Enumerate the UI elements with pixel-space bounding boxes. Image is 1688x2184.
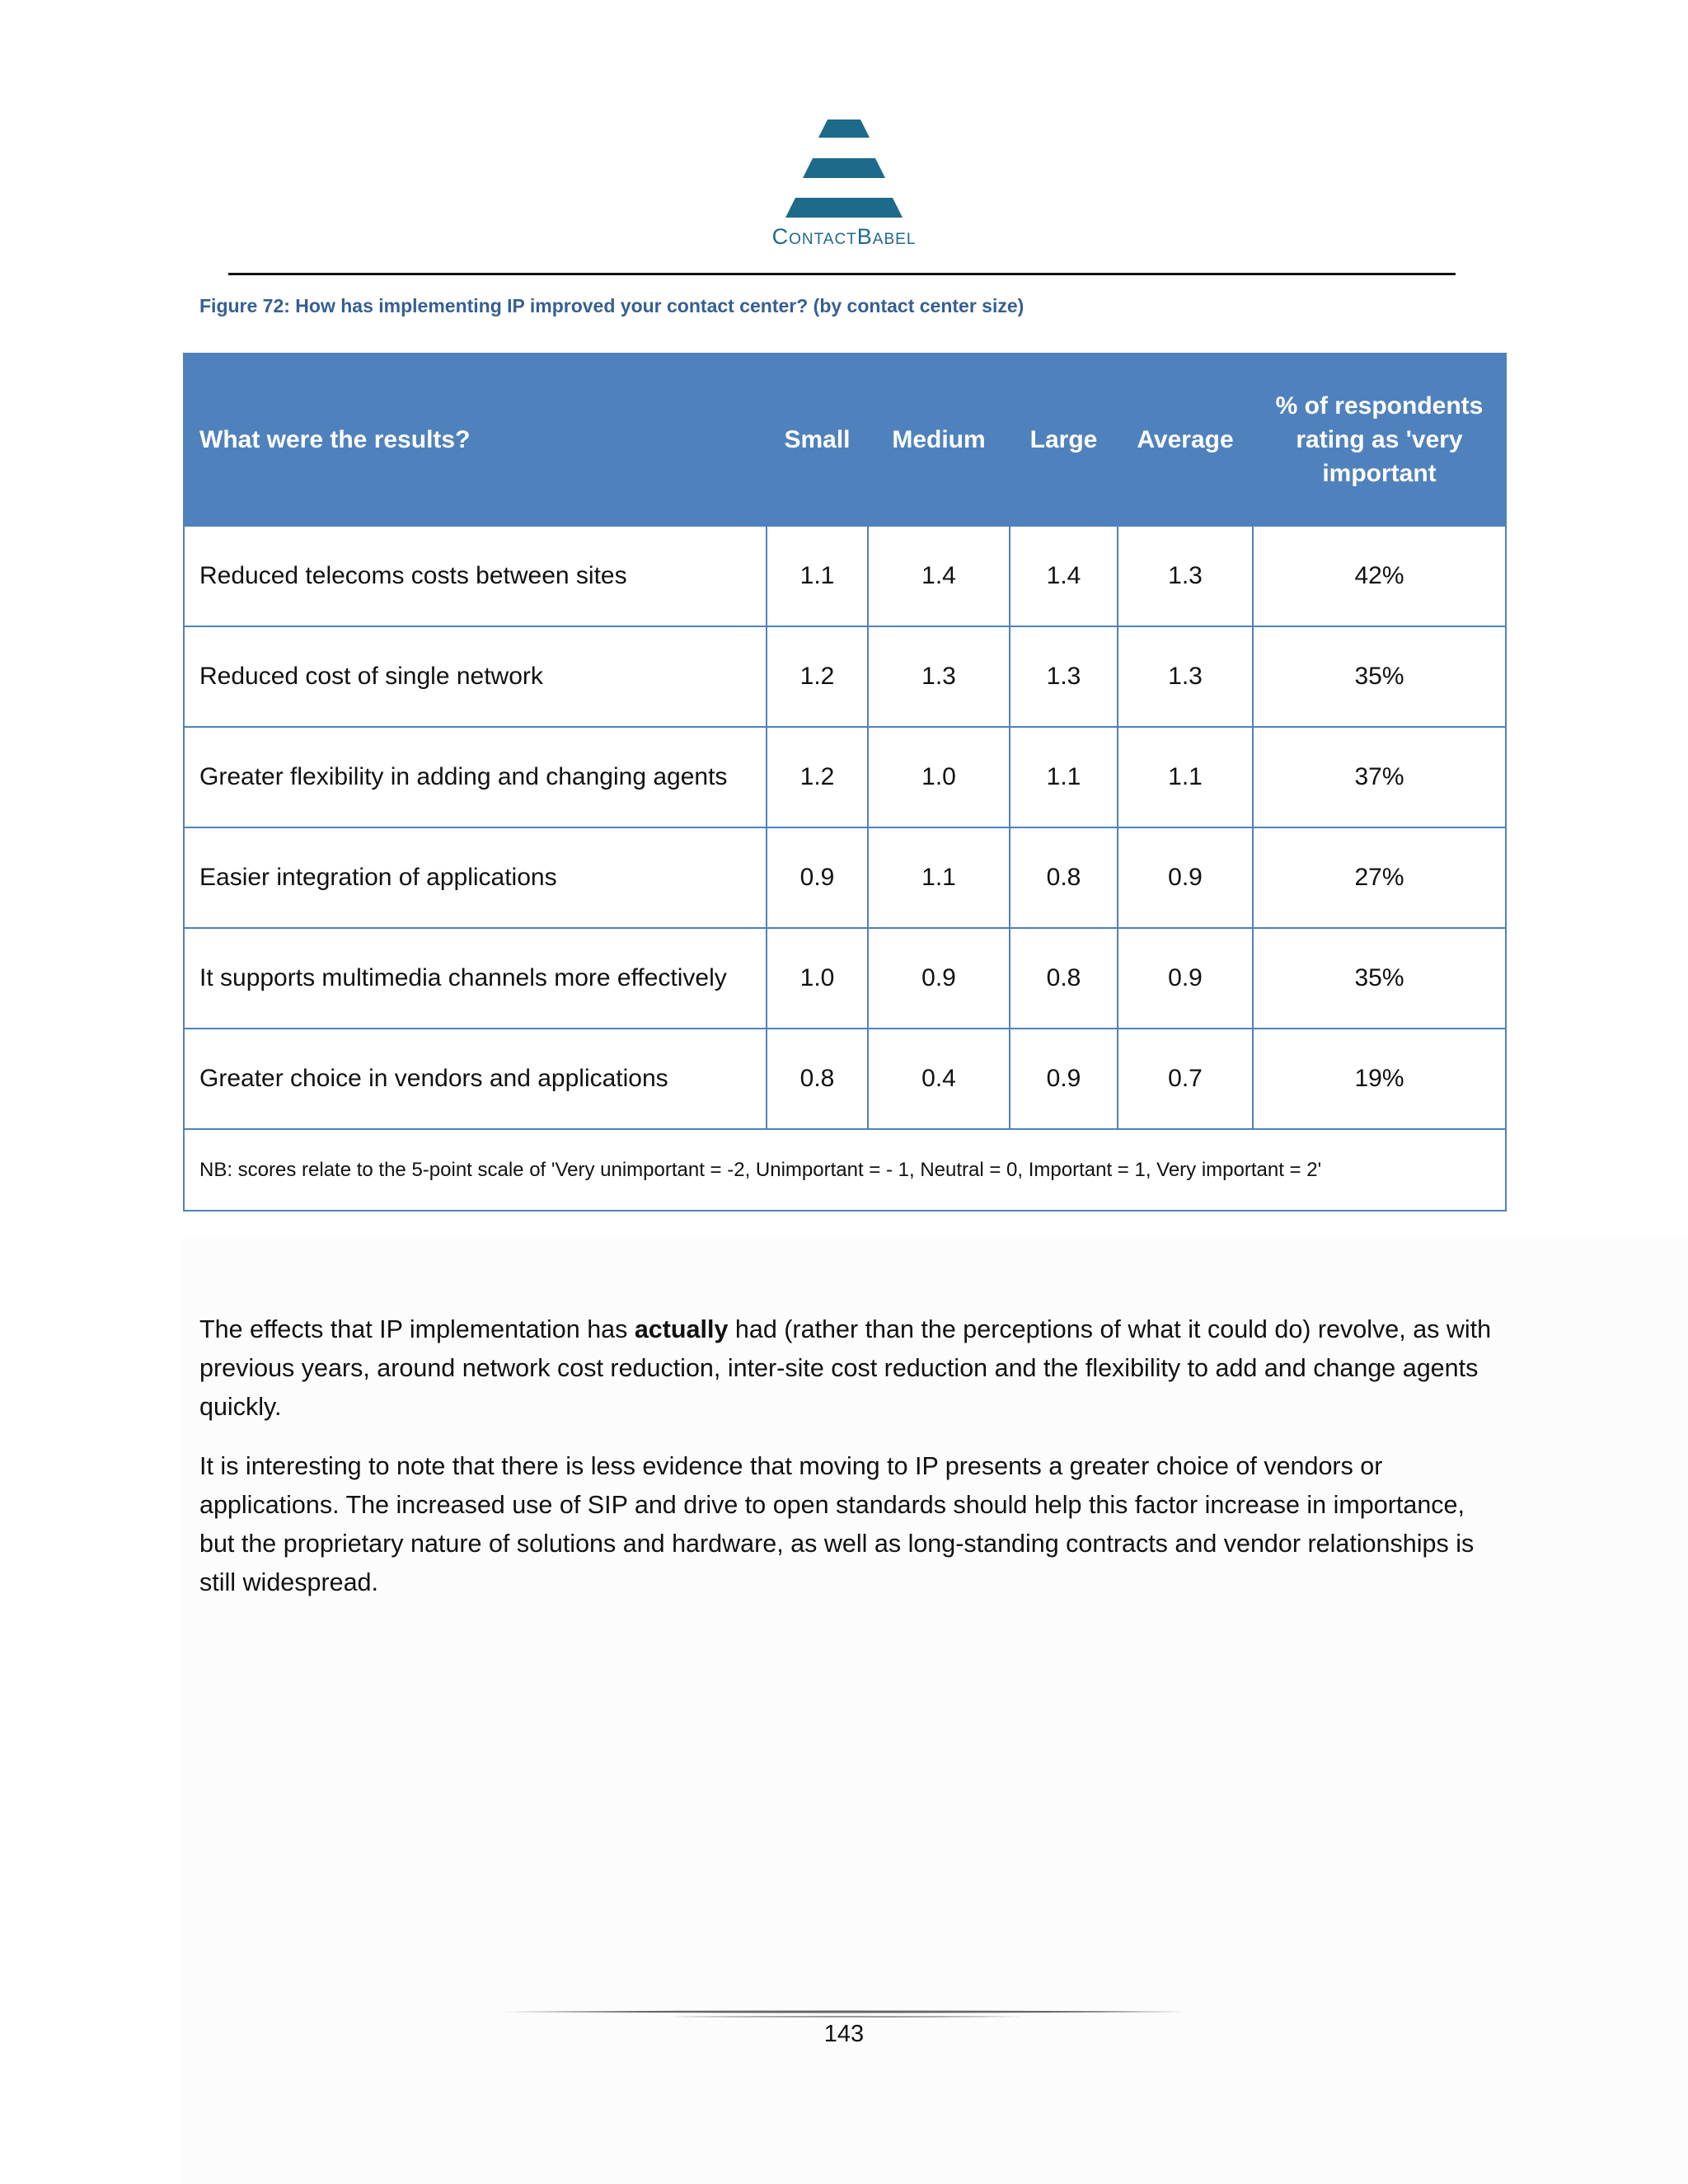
brand-part-2: Babel xyxy=(856,224,917,249)
cell-pct: 27% xyxy=(1253,827,1506,928)
row-label: Easier integration of applications xyxy=(184,827,767,928)
table-header-row xyxy=(184,354,1506,526)
col-header-question: What were the results? xyxy=(184,354,767,526)
paragraph-1 xyxy=(199,1310,1493,1427)
col-header-small: Small xyxy=(767,354,868,526)
table-row xyxy=(184,526,1506,626)
cell-medium: 0.9 xyxy=(868,928,1010,1029)
col-header-medium: Medium xyxy=(868,354,1010,526)
figure-caption: Figure 72: How has implementing IP improved your contact center? (by contact center size) xyxy=(199,295,1025,316)
table-row xyxy=(184,626,1506,727)
cell-medium: 1.4 xyxy=(868,526,1010,626)
row-label: Reduced cost of single network xyxy=(184,626,767,727)
cell-small: 0.8 xyxy=(767,1029,868,1129)
cell-medium: 1.3 xyxy=(868,626,1010,727)
col-header-average: Average xyxy=(1118,354,1253,526)
cell-medium: 0.4 xyxy=(868,1029,1010,1129)
row-label: Reduced telecoms costs between sites xyxy=(184,526,767,626)
cell-large: 0.8 xyxy=(1010,827,1118,928)
pyramid-logo-icon xyxy=(758,115,930,218)
page-number: 143 xyxy=(823,2021,865,2047)
cell-average: 1.3 xyxy=(1118,626,1253,727)
col-header-large: Large xyxy=(1010,354,1118,526)
col-header-pct: % of respondents rating as 'very important xyxy=(1253,354,1506,526)
cell-medium: 1.1 xyxy=(868,827,1010,928)
paragraph-1-start: The effects that IP implementation has xyxy=(199,1315,635,1343)
brand-name xyxy=(0,224,1688,250)
footer-divider xyxy=(503,2009,1187,2019)
cell-large: 0.8 xyxy=(1010,928,1118,1029)
cell-large: 1.1 xyxy=(1010,727,1118,827)
table-row xyxy=(184,928,1506,1029)
cell-average: 0.9 xyxy=(1118,928,1253,1029)
table-row xyxy=(184,827,1506,928)
cell-average: 1.1 xyxy=(1118,727,1253,827)
row-label: Greater choice in vendors and applications xyxy=(184,1029,767,1129)
cell-average: 0.9 xyxy=(1118,827,1253,928)
cell-average: 1.3 xyxy=(1118,526,1253,626)
row-label: Greater flexibility in adding and changing agents xyxy=(184,727,767,827)
cell-small: 1.0 xyxy=(767,928,868,1029)
cell-large: 0.9 xyxy=(1010,1029,1118,1129)
row-label: It supports multimedia channels more effectively xyxy=(184,928,767,1029)
paragraph-2: It is interesting to note that there is less evidence that moving to IP presents a greater choice of vendors or applications. The increased use of SIP and drive to open standards should help this factor increase in importance, but the proprietary nature of solutions and hardware, as well as long-standing contracts and vendor relationships is still widespread. xyxy=(199,1452,1475,1596)
cell-large: 1.3 xyxy=(1010,626,1118,727)
cell-small: 1.2 xyxy=(767,626,868,727)
header-divider xyxy=(228,273,1456,275)
cell-average: 0.7 xyxy=(1118,1029,1253,1129)
results-table xyxy=(183,353,1507,1212)
cell-large: 1.4 xyxy=(1010,526,1118,626)
cell-pct: 42% xyxy=(1253,526,1506,626)
table-row xyxy=(184,1029,1506,1129)
cell-pct: 35% xyxy=(1253,626,1506,727)
cell-small: 1.2 xyxy=(767,727,868,827)
body-text xyxy=(199,1310,1493,1623)
cell-pct: 37% xyxy=(1253,727,1506,827)
cell-pct: 19% xyxy=(1253,1029,1506,1129)
cell-medium: 1.0 xyxy=(868,727,1010,827)
cell-pct: 35% xyxy=(1253,928,1506,1029)
paragraph-1-end: had (rather than the perceptions of what it could do) revolve, as with previous years, around network cost reduction, inter-site cost reduction and the flexibility to add and change agents quickly. xyxy=(199,1315,1492,1421)
cell-small: 1.1 xyxy=(767,526,868,626)
table-row xyxy=(184,727,1506,827)
table-note-row xyxy=(184,1129,1506,1211)
cell-small: 0.9 xyxy=(767,827,868,928)
table-note: NB: scores relate to the 5-point scale of 'Very unimportant = -2, Unimportant = - 1, Neutral = 0, Important = 1, Very important = 2' xyxy=(184,1129,1506,1211)
brand-part-1: Contact xyxy=(771,224,857,249)
paragraph-1-emphasis: actually xyxy=(634,1315,729,1343)
